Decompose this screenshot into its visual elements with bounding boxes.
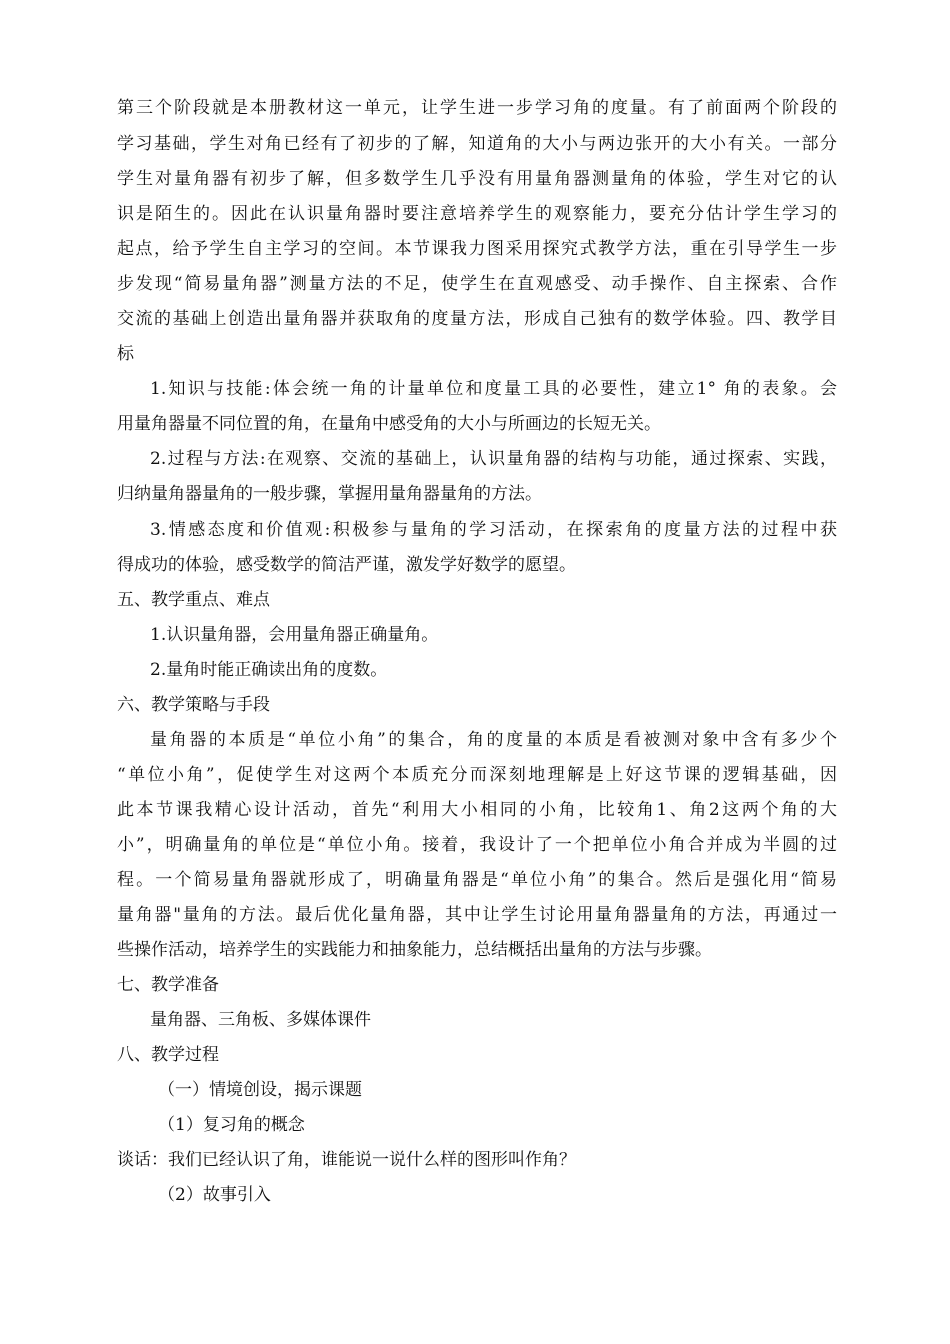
subsection-item: （2）故事引入 <box>158 1185 271 1205</box>
paragraph-line: 识是陌生的。因此在认识量角器时要注意培养学生的观察能力，要充分估计学生学习的 <box>117 204 837 224</box>
paragraph-line: 程。一个简易量角器就形成了，明确量角器是“单位小角”的集合。然后是强化用“简易 <box>117 870 837 890</box>
paragraph-line: 量角器"量角的方法。最后优化量角器，其中让学生讨论用量角器量角的方法，再通过一 <box>117 905 837 925</box>
paragraph-line: 步发现“简易量角器”测量方法的不足，使学生在直观感受、动手操作、自主探索、合作 <box>117 274 837 294</box>
paragraph-line: 学习基础，学生对角已经有了初步的了解，知道角的大小与两边张开的大小有关。一部分 <box>117 134 837 154</box>
subsection-item: （1）复习角的概念 <box>158 1115 305 1135</box>
paragraph-line: 小”，明确量角的单位是“单位小角。接着，我设计了一个把单位小角合并成为半圆的过 <box>117 835 837 855</box>
paragraph-line: 归纳量角器量角的一般步骤，掌握用量角器量角的方法。 <box>117 484 542 504</box>
paragraph-line: 得成功的体验，感受数学的简洁严谨，激发学好数学的愿望。 <box>117 555 576 575</box>
section-heading-strategy: 六、教学策略与手段 <box>117 695 270 715</box>
subsection-heading: （一）情境创设，揭示课题 <box>158 1080 362 1100</box>
paragraph-line: 用量角器量不同位置的角，在量角中感受角的大小与所画边的长短无关。 <box>117 414 661 434</box>
paragraph-line: 第三个阶段就是本册教材这一单元，让学生进一步学习角的度量。有了前面两个阶段的 <box>117 98 837 118</box>
paragraph-line: 量角器的本质是“单位小角”的集合，角的度量的本质是看被测对象中含有多少个 <box>150 730 837 750</box>
paragraph-line: 此本节课我精心设计活动，首先“利用大小相同的小角，比较角1、角2这两个角的大 <box>117 800 837 820</box>
paragraph-line: 谈话：我们已经认识了角，谁能说一说什么样的图形叫作角？ <box>117 1150 576 1170</box>
objective-attitudes-values: 3.情感态度和价值观:积极参与量角的学习活动，在探索角的度量方法的过程中获 <box>150 520 837 540</box>
paragraph-line: 交流的基础上创造出量角器并获取角的度量方法，形成自己独有的数学体验。四、教学目 <box>117 309 837 329</box>
paragraph-line: “单位小角”，促使学生对这两个本质充分而深刻地理解是上好这节课的逻辑基础，因 <box>117 765 837 785</box>
section-heading-process: 八、教学过程 <box>117 1045 219 1065</box>
section-heading-preparation: 七、教学准备 <box>117 975 219 995</box>
paragraph-line: 起点，给予学生自主学习的空间。本节课我力图采用探究式教学方法，重在引导学生一步 <box>117 239 837 259</box>
section-heading-key-points: 五、教学重点、难点 <box>117 590 270 610</box>
objective-process-methods: 2.过程与方法:在观察、交流的基础上，认识量角器的结构与功能，通过探索、实践， <box>150 449 837 469</box>
paragraph-line: 学生对量角器有初步了解，但多数学生几乎没有用量角器测量角的体验，学生对它的认 <box>117 169 837 189</box>
paragraph-line: 些操作活动，培养学生的实践能力和抽象能力，总结概括出量角的方法与步骤。 <box>117 940 712 960</box>
paragraph-line: 标 <box>117 344 134 364</box>
objective-knowledge-skills: 1.知识与技能:体会统一角的计量单位和度量工具的必要性，建立1° 角的表象。会 <box>150 379 837 399</box>
paragraph-line: 量角器、三角板、多媒体课件 <box>150 1010 371 1030</box>
list-item: 2.量角时能正确读出角的度数。 <box>150 660 388 680</box>
list-item: 1.认识量角器，会用量角器正确量角。 <box>150 625 439 645</box>
